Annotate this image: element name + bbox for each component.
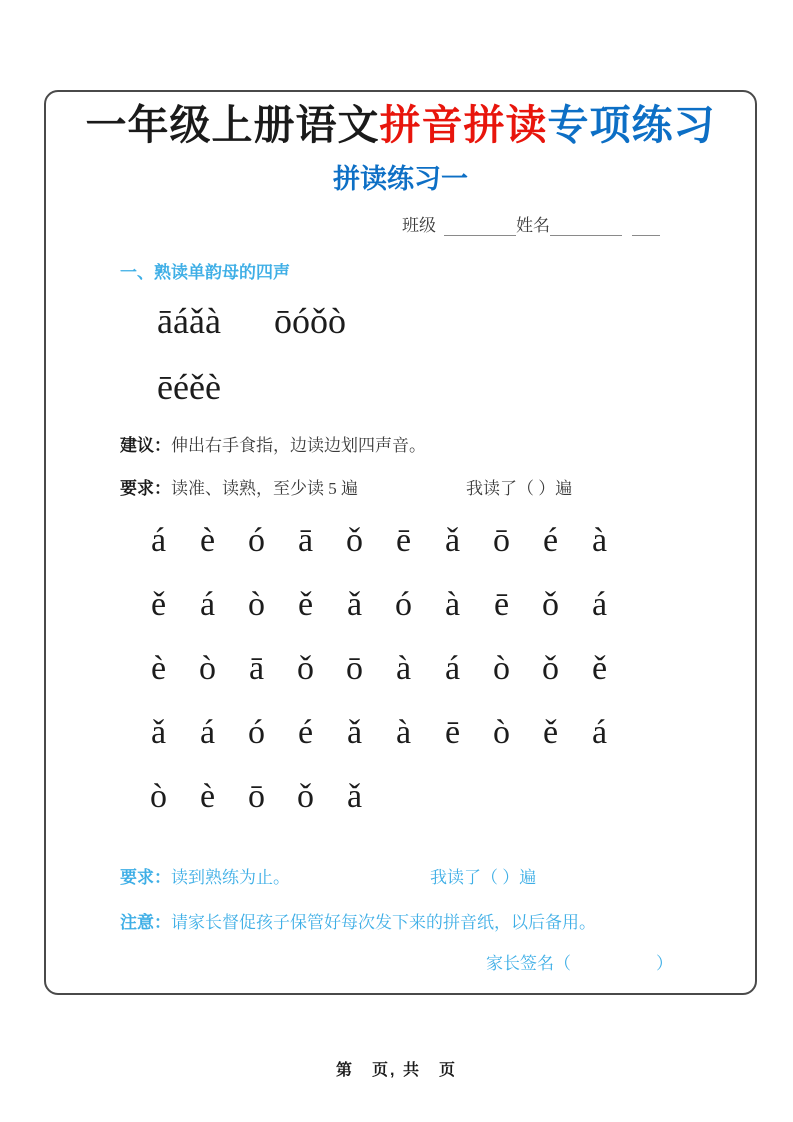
- pinyin-letter: á: [591, 714, 608, 752]
- worksheet-page-border: [44, 90, 757, 995]
- pinyin-letter: à: [444, 586, 461, 624]
- pinyin-letter: é: [172, 367, 189, 408]
- pinyin-letter: à: [591, 522, 608, 560]
- advice-line: [46, 431, 755, 456]
- pinyin-letter: ò: [199, 650, 216, 688]
- title-part-black: 一年级上册语文: [85, 102, 380, 148]
- page-number-footer: 第 页, 共 页: [336, 1062, 457, 1079]
- pinyin-letter: ē: [444, 714, 461, 752]
- pinyin-letter: ò: [493, 714, 510, 752]
- grid-row: [134, 573, 755, 637]
- pinyin-letter: ǒ: [542, 586, 559, 624]
- pinyin-letter: ē: [493, 586, 510, 624]
- tone-group-o: [274, 295, 346, 347]
- pinyin-letter: ō: [346, 650, 363, 688]
- pinyin-letter: ě: [188, 367, 205, 408]
- worksheet-subtitle: 拼读练习一: [333, 164, 468, 195]
- pinyin-letter: ò: [328, 301, 346, 342]
- pinyin-letter: ō: [493, 522, 510, 560]
- pinyin-letter: ǎ: [150, 714, 167, 752]
- section-heading: 一、熟读单韵母的四声: [120, 263, 290, 283]
- pinyin-letter: ǒ: [346, 522, 363, 560]
- requirement2-label: 要求：: [120, 868, 171, 888]
- pinyin-letter: ǎ: [346, 778, 363, 816]
- pinyin-letter: á: [199, 714, 216, 752]
- grid-row: [134, 637, 755, 701]
- pinyin-letter: è: [199, 522, 216, 560]
- pinyin-letter: ě: [542, 714, 559, 752]
- pinyin-letter: ǎ: [444, 522, 461, 560]
- title-part-red: 拼音拼读: [379, 102, 548, 148]
- notice-line: [46, 908, 755, 933]
- pinyin-letter: ó: [292, 301, 310, 342]
- pinyin-letter: ē: [395, 522, 412, 560]
- requirement2-line: [46, 863, 755, 888]
- requirement1-label: 要求：: [120, 479, 171, 499]
- pinyin-letter: ǎ: [346, 714, 363, 752]
- pinyin-letter: á: [591, 586, 608, 624]
- class-blank-field: [444, 215, 516, 236]
- pinyin-letter: á: [172, 301, 189, 342]
- pinyin-letter: à: [395, 714, 412, 752]
- pinyin-letter: ǒ: [297, 778, 314, 816]
- pinyin-letter: é: [542, 522, 559, 560]
- pinyin-letter: è: [199, 778, 216, 816]
- parent-signature-field: 家长签名（ ）: [486, 954, 673, 974]
- pinyin-letter: ó: [248, 714, 265, 752]
- grid-row: [134, 509, 755, 573]
- pinyin-letter: ā: [248, 650, 265, 688]
- title-part-blue: 专项练习: [547, 102, 716, 148]
- pinyin-letter: ò: [248, 586, 265, 624]
- advice-label: 建议：: [120, 436, 171, 456]
- pinyin-letter: à: [204, 301, 221, 342]
- requirement1-text: 读准、读熟，至少读 5 遍: [171, 479, 358, 499]
- read-count-field: 我读了（ ）遍: [466, 479, 573, 499]
- pinyin-letter: ē: [157, 367, 173, 408]
- tone-group-e: [157, 361, 221, 413]
- name-blank-field: [550, 215, 622, 236]
- pinyin-letter: á: [199, 586, 216, 624]
- name-label: 姓名: [516, 216, 550, 236]
- pinyin-letter: è: [204, 367, 221, 408]
- page-title: [46, 102, 755, 149]
- pinyin-practice-grid: [46, 509, 755, 829]
- pinyin-letter: è: [150, 650, 167, 688]
- tone-row-a-o: [46, 295, 755, 347]
- pinyin-letter: à: [395, 650, 412, 688]
- pinyin-letter: ō: [274, 301, 292, 342]
- pinyin-letter: ò: [150, 778, 167, 816]
- pinyin-letter: ó: [248, 522, 265, 560]
- requirement2-text: 读到熟练为止。: [171, 868, 290, 888]
- pinyin-letter: ā: [157, 301, 173, 342]
- read-count-field-2: 我读了（ ）遍: [430, 868, 537, 888]
- student-info-row: [46, 210, 755, 236]
- pinyin-letter: ǒ: [542, 650, 559, 688]
- notice-label: 注意：: [120, 913, 171, 933]
- pinyin-letter: ǎ: [188, 301, 205, 342]
- pinyin-letter: ě: [297, 586, 314, 624]
- pinyin-letter: ò: [493, 650, 510, 688]
- pinyin-letter: é: [297, 714, 314, 752]
- tone-row-e: [46, 361, 755, 413]
- name-blank-field-short: [632, 215, 660, 236]
- advice-text: 伸出右手食指，边读边划四声音。: [171, 436, 426, 456]
- pinyin-letter: ō: [248, 778, 265, 816]
- pinyin-letter: ě: [591, 650, 608, 688]
- pinyin-letter: ā: [297, 522, 314, 560]
- tone-group-a: [157, 295, 221, 347]
- grid-row: [134, 765, 755, 829]
- pinyin-letter: ǒ: [297, 650, 314, 688]
- pinyin-letter: á: [150, 522, 167, 560]
- pinyin-letter: ǒ: [310, 301, 328, 342]
- pinyin-letter: ó: [395, 586, 412, 624]
- pinyin-letter: á: [444, 650, 461, 688]
- requirement1-line: [46, 474, 755, 499]
- grid-row: [134, 701, 755, 765]
- notice-text: 请家长督促孩子保管好每次发下来的拼音纸，以后备用。: [171, 913, 596, 933]
- pinyin-letter: ě: [150, 586, 167, 624]
- class-label: 班级: [402, 216, 436, 236]
- pinyin-letter: ǎ: [346, 586, 363, 624]
